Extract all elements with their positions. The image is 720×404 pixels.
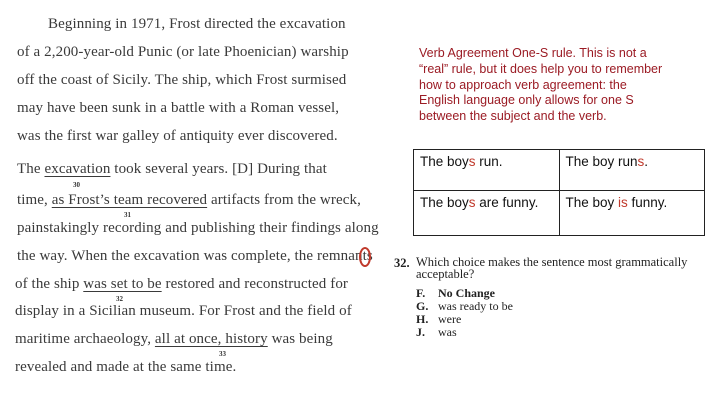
passage-line-1: Beginning in 1971, Frost directed the excavation [48,16,346,32]
choice-g[interactable] [416,300,513,312]
choice-j[interactable] [416,326,457,338]
passage-line-13: revealed and made at the same time. [15,359,237,375]
highlighted-s: s [468,195,476,210]
red-circle-annotation [359,247,371,267]
text-segment: run. [475,154,503,169]
choice-text: was [438,325,457,339]
table-row [414,191,705,236]
choice-text: were [438,312,462,326]
passage-line-6 [17,161,327,178]
text-segment: was being [267,331,333,347]
passage-line-9: the way. When the excavation was complete, the remnants [17,248,373,264]
choice-h[interactable] [416,313,461,325]
question-ref-number: 32 [116,295,123,303]
table-cell [414,150,560,191]
highlighted-s: s [468,154,476,169]
choice-text: No Change [438,286,496,300]
verb-agreement-note: Verb Agreement One-S rule. This is not a “real” rule, but it does help you to remember how to approach verb agreement: the English language only allows for one S between the subject and the verb. [419,46,663,124]
text-segment: The boy [420,195,469,210]
choice-letter: G. [416,299,429,313]
underlined-phrase-30: excavation [44,161,111,177]
text-segment: took several years. [D] During that [110,161,327,177]
text-segment: . [644,154,649,169]
text-segment: of the ship [15,276,84,292]
text-segment: The [17,161,45,177]
text-segment: artifacts from the wreck, [207,192,361,208]
question-ref-number: 33 [219,350,226,358]
table-row [414,150,705,191]
table-cell [414,191,560,236]
question-ref-number: 30 [73,181,80,189]
text-segment: The boy run [565,154,638,169]
text-segment: time, [17,192,52,208]
text-segment: maritime archaeology, [15,331,155,347]
passage-line-8: painstakingly recording and publishing their findings along [17,220,379,236]
underlined-phrase-31: as Frost’s team recovered [51,192,208,208]
passage-line-10 [15,276,348,293]
question-ref-number: 31 [124,211,131,219]
text-segment: The boy [565,195,619,210]
underlined-phrase-33: all at once, history [154,331,268,347]
highlighted-s: is [618,195,628,210]
highlighted-s: s [637,154,645,169]
choice-text: was ready to be [438,299,513,313]
question-text: Which choice makes the sentence most grammatically acceptable? [416,255,688,281]
choice-letter: J. [416,325,425,339]
passage-line-2: of a 2,200-year-old Punic (or late Phoenician) warship [17,44,349,60]
choice-f[interactable] [416,287,495,299]
passage-line-5: was the first war galley of antiquity ever discovered. [17,128,338,144]
passage-line-12 [15,331,333,348]
passage-line-11: display in a Sicilian museum. For Frost and the field of [15,303,352,319]
table-cell [559,150,705,191]
table-cell [559,191,705,236]
choice-letter: F. [416,286,426,300]
passage-line-7 [17,192,361,209]
text-segment: funny. [627,195,668,210]
underlined-phrase-32: was set to be [83,276,162,292]
verb-agreement-table [413,149,705,236]
passage-line-4: may have been sunk in a battle with a Roman vessel, [17,100,340,116]
text-segment: are funny. [475,195,539,210]
text-segment: restored and reconstructed for [161,276,349,292]
text-segment: The boy [420,154,469,169]
choice-letter: H. [416,312,429,326]
question-number: 32. [394,256,410,270]
passage-line-3: off the coast of Sicily. The ship, which Frost surmised [17,72,347,88]
